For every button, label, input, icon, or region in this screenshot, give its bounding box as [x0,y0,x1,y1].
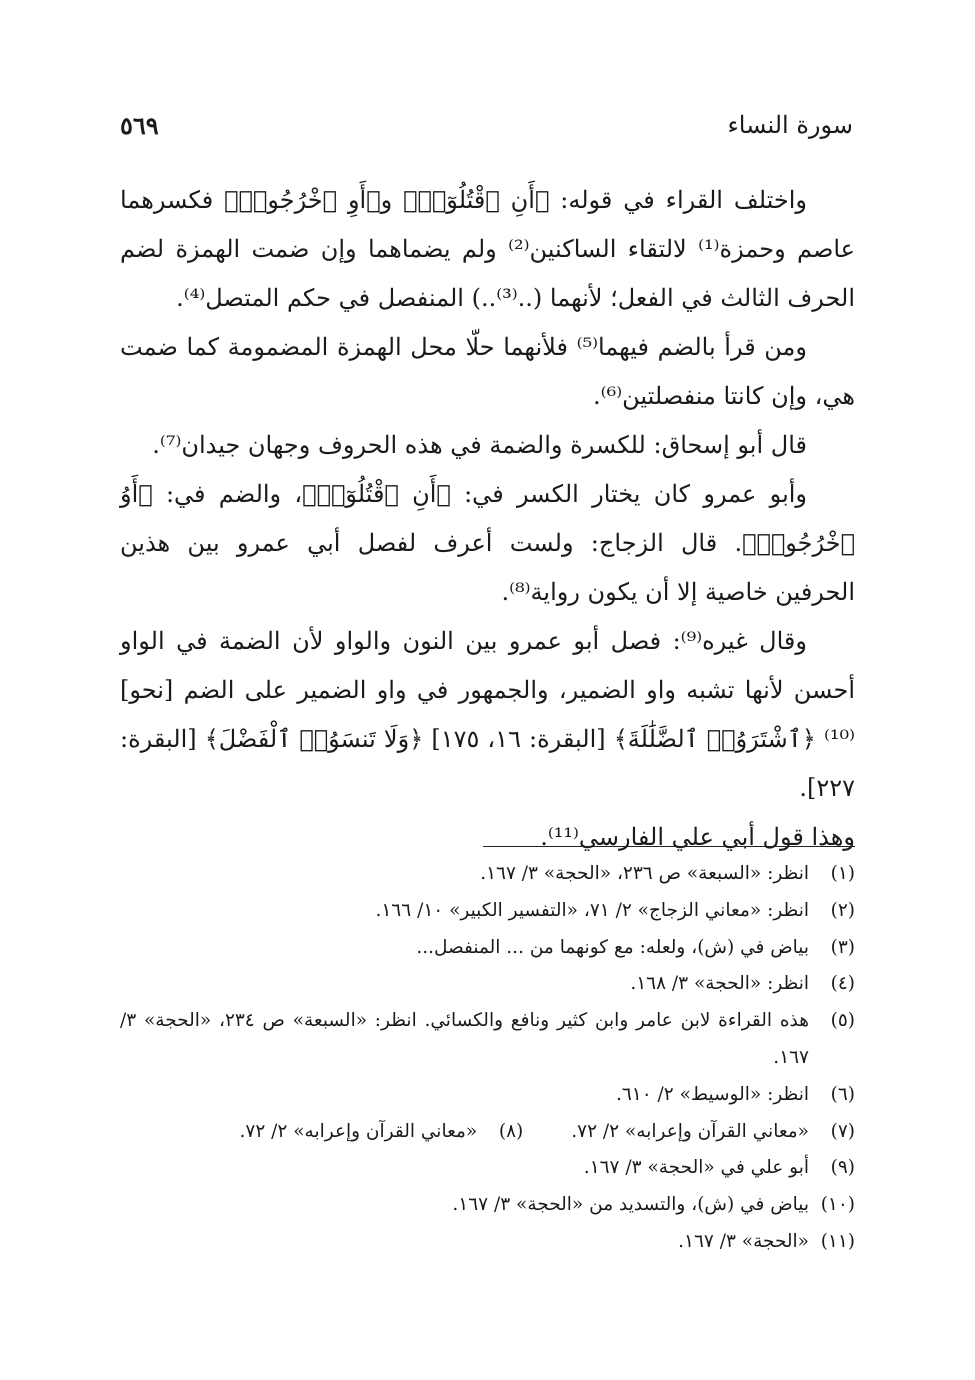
footnotes [120,856,855,1261]
footnote-text: أبو علي في «الحجة» ٣/ ١٦٧. [583,1157,809,1179]
footnote-number: (٦) [830,1083,855,1105]
footnote-2 [120,893,855,930]
footnote-6 [120,1077,855,1114]
footnote-5 [120,1003,855,1077]
footnote-text: هذه القراءة لابن عامر وابن كثير ونافع والكسائي. انظر: «السبعة» ص ٢٣٤، «الحجة» ٣/ ١٦٧. [120,1010,809,1068]
page-header [120,105,853,145]
footnote-3 [120,930,855,967]
paragraph-2: ومن قرأ بالضم فيهما⁽⁵⁾ فلأنهما حلّا محل الهمزة المضمومة كما ضمت هي، وإن كانتا منفصلتين⁽⁶⁾. [120,333,855,410]
main-text [120,176,855,862]
surah-title: سورة النساء [727,111,853,139]
footnote-text: انظر: «الوسيط» ٢/ ٦١٠. [615,1083,809,1105]
footnote-number: (١١) [820,1230,855,1252]
footnote-text: «معاني القرآن وإعرابه» ٢/ ٧٢. [571,1120,809,1142]
footnote-number: (٤) [830,973,855,995]
paragraph-3: قال أبو إسحاق: للكسرة والضمة في هذه الحروف وجهان جيدان⁽⁷⁾. [152,431,807,459]
footnote-number: (٧) [830,1120,855,1142]
footnote-text: «معاني القرآن وإعرابه» ٢/ ٧٢. [239,1120,478,1142]
footnote-7-8-row [120,1114,855,1151]
footnote-number: (٢) [830,899,855,921]
footnote-text: انظر: «السبعة» ص ٢٣٦، «الحجة» ٣/ ١٦٧. [480,863,809,884]
page-number: ٥٦٩ [120,110,159,140]
footnote-text: انظر: «الحجة» ٣/ ١٦٨. [630,973,809,995]
footnote-8 [240,1114,524,1151]
footnote-1 [120,856,855,893]
footnote-text: «الحجة» ٣/ ١٦٧. [678,1230,809,1252]
footnote-text: بياض في (ش)، والتسديد من «الحجة» ٣/ ١٦٧. [452,1194,809,1216]
footnote-number: (٥) [830,1010,855,1032]
footnote-separator [483,846,855,847]
footnote-number: (١) [830,863,855,884]
footnote-number: (٨) [498,1120,524,1142]
paragraph-4: وأبو عمرو كان يختار الكسر في: ﴿أَنِ ٱقْتُلُوٓا۟﴾، والضم في: ﴿أَوُ ٱخْرُجُوا۟﴾. قال الزجاج: ولست أعرف لفصل أبي عمرو بين هذين الحرفين خاصية إلا أن يكون رواية⁽⁸⁾. [120,480,855,606]
paragraph-6: وهذا قول أبي علي الفارسي⁽¹¹⁾. [540,823,855,851]
footnote-number: (٩) [830,1157,855,1179]
footnote-number: (١٠) [820,1194,855,1216]
footnote-11 [120,1224,855,1261]
footnote-9 [120,1150,855,1187]
footnote-4 [120,966,855,1003]
paragraph-1: واختلف القراء في قوله: ﴿أَنِ ٱقْتُلُوٓا۟﴾ و﴿أَوِ ٱخْرُجُوا۟﴾ فكسرهما عاصم وحمزة⁽¹⁾ لالتقاء الساكنين⁽²⁾ ولم يضماهما وإن ضمت الهمزة لضم الحرف الثالث في الفعل؛ لأنهما (..⁽³⁾..) المنفصل في حكم المتصل⁽⁴⁾. [120,186,855,312]
paragraph-5: وقال غيره⁽⁹⁾: فصل أبو عمرو بين النون والواو لأن الضمة في الواو أحسن لأنها تشبه واو الضمير، والجمهور في واو الضمير على الضم [نحو]⁽¹⁰⁾ ﴿ٱشْتَرَوُا۟ ٱلضَّلَٰلَةَ﴾ [البقرة: ١٦، ١٧٥] ﴿وَلَا تَنسَوُا۟ ٱلْفَضْلَ﴾ [البقرة: ٢٢٧]. [120,627,855,802]
footnote-text: بياض في (ش)، ولعله: مع كونهما من ... المنفصل... [416,936,809,958]
footnote-7 [571,1114,855,1151]
footnote-number: (٣) [830,936,855,958]
footnote-text: انظر: «معاني الزجاج» ٢/ ٧١، «التفسير الكبير» ١٠/ ١٦٦. [375,899,809,921]
footnote-10 [120,1187,855,1224]
